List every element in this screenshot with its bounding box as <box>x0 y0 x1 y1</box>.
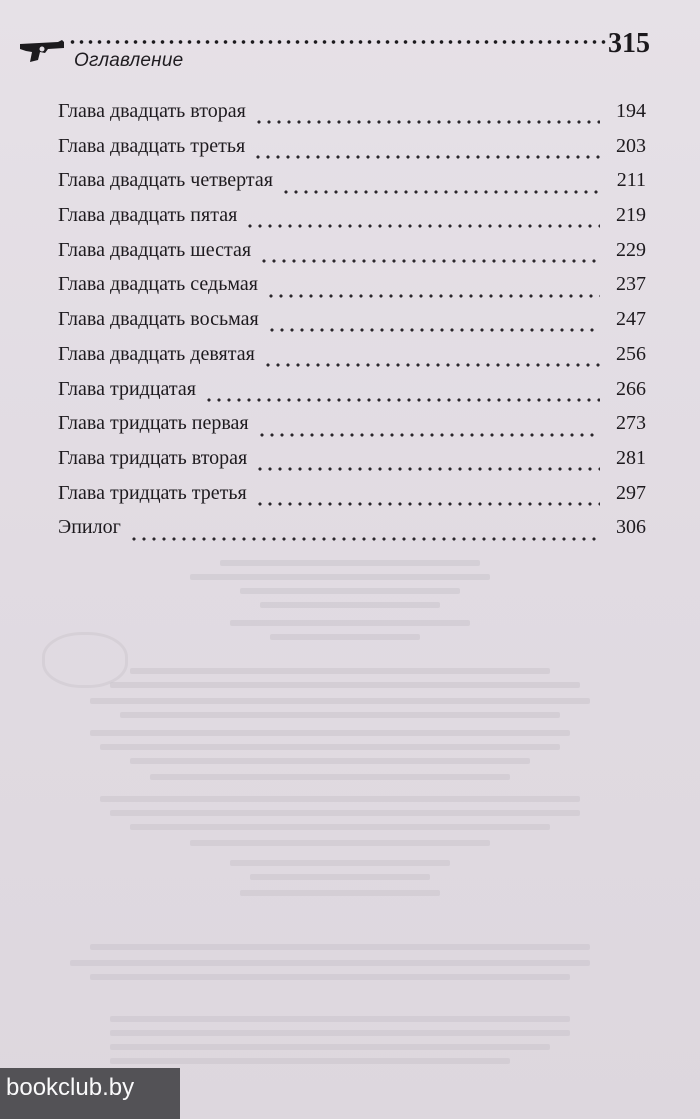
toc-dot-leader <box>263 362 600 368</box>
toc-entry <box>58 100 646 135</box>
toc-entry-title: Глава двадцать седьмая <box>58 273 258 296</box>
toc-dot-leader <box>245 223 600 229</box>
bleed-through-line <box>110 1044 550 1050</box>
toc-entry <box>58 412 646 447</box>
toc-entry <box>58 516 646 551</box>
toc-entry-title: Глава двадцать вторая <box>58 100 246 122</box>
toc-entry <box>58 135 646 170</box>
bleed-through-line <box>110 1058 510 1064</box>
toc-entry <box>58 273 646 308</box>
bleed-through-line <box>130 758 530 764</box>
toc-entry-page: 247 <box>616 308 646 331</box>
toc-dot-leader <box>259 258 600 264</box>
bleed-through-line <box>110 810 580 816</box>
bleed-through-line <box>240 890 440 896</box>
bleed-through-line <box>190 574 490 580</box>
bleed-through-line <box>110 682 580 688</box>
page-number: 315 <box>608 28 650 59</box>
bleed-through-line <box>130 824 550 830</box>
toc-entry-title: Глава тридцать первая <box>58 412 249 435</box>
toc-entry-title: Глава двадцать четвертая <box>58 169 273 192</box>
bleed-through-line <box>270 634 420 640</box>
toc-entry <box>58 308 646 343</box>
toc-entry-title: Глава тридцать вторая <box>58 446 248 469</box>
toc-entry-page: 256 <box>616 342 646 365</box>
bleed-through-line <box>220 560 480 566</box>
toc-entry-title: Эпилог <box>58 516 121 539</box>
toc-dot-leader <box>281 189 600 195</box>
toc-entry-title: Глава двадцать третья <box>58 134 246 157</box>
revolver-icon <box>18 36 70 64</box>
bleed-through-line <box>250 874 430 880</box>
toc-dot-leader <box>254 119 600 125</box>
toc-entry <box>58 239 646 274</box>
bleed-through-line <box>110 1030 570 1036</box>
toc-entry-page: 229 <box>616 238 646 261</box>
running-header <box>18 28 650 76</box>
toc-entry-page: 211 <box>616 169 646 192</box>
toc-entry-page: 281 <box>616 446 646 469</box>
toc-entry-title: Глава двадцать шестая <box>58 238 252 261</box>
header-dotted-rule <box>68 38 608 46</box>
toc-entry <box>58 169 646 204</box>
bleed-through-line <box>230 620 470 626</box>
toc-entry-title: Глава двадцать девятая <box>58 342 255 365</box>
toc-dot-leader <box>255 466 600 472</box>
toc-entry-title: Глава тридцатая <box>58 377 196 400</box>
bleed-through-line <box>100 744 560 750</box>
toc-entry-title: Глава двадцать пятая <box>58 204 238 227</box>
toc-entry-page: 297 <box>616 481 646 504</box>
bleed-through-line <box>240 588 460 594</box>
toc-dot-leader <box>253 154 600 160</box>
bleed-through-line <box>90 944 590 950</box>
bleed-through-line <box>120 712 560 718</box>
toc-dot-leader <box>266 293 600 299</box>
toc-entry-page: 306 <box>616 516 646 539</box>
toc-dot-leader <box>267 327 600 333</box>
table-of-contents <box>58 100 646 551</box>
bleed-through-line <box>150 774 510 780</box>
toc-dot-leader <box>255 501 600 507</box>
toc-entry <box>58 447 646 482</box>
toc-entry-page: 194 <box>616 100 646 122</box>
toc-dot-leader <box>204 397 600 403</box>
bleed-through-seal <box>42 632 128 688</box>
bleed-through-line <box>90 730 570 736</box>
toc-entry <box>58 378 646 413</box>
toc-dot-leader <box>257 432 600 438</box>
watermark: bookclub.by <box>0 1068 180 1119</box>
bleed-through-line <box>90 698 590 704</box>
toc-entry-page: 219 <box>616 204 646 227</box>
toc-entry-title: Глава двадцать восьмая <box>58 308 259 331</box>
bleed-through-line <box>260 602 440 608</box>
bleed-through-text <box>70 560 630 1080</box>
section-title: Оглавление <box>74 50 184 71</box>
toc-entry <box>58 482 646 517</box>
toc-entry-title: Глава тридцать третья <box>58 481 247 504</box>
bleed-through-line <box>190 840 490 846</box>
toc-entry-page: 237 <box>616 273 646 296</box>
toc-entry-page: 266 <box>616 377 646 400</box>
bleed-through-line <box>230 860 450 866</box>
toc-dot-leader <box>129 536 600 542</box>
toc-entry <box>58 204 646 239</box>
bleed-through-line <box>130 668 550 674</box>
bleed-through-line <box>70 960 590 966</box>
bleed-through-line <box>90 974 570 980</box>
bleed-through-line <box>100 796 580 802</box>
bleed-through-line <box>110 1016 570 1022</box>
toc-entry-page: 203 <box>616 134 646 157</box>
toc-entry-page: 273 <box>616 412 646 435</box>
toc-entry <box>58 343 646 378</box>
